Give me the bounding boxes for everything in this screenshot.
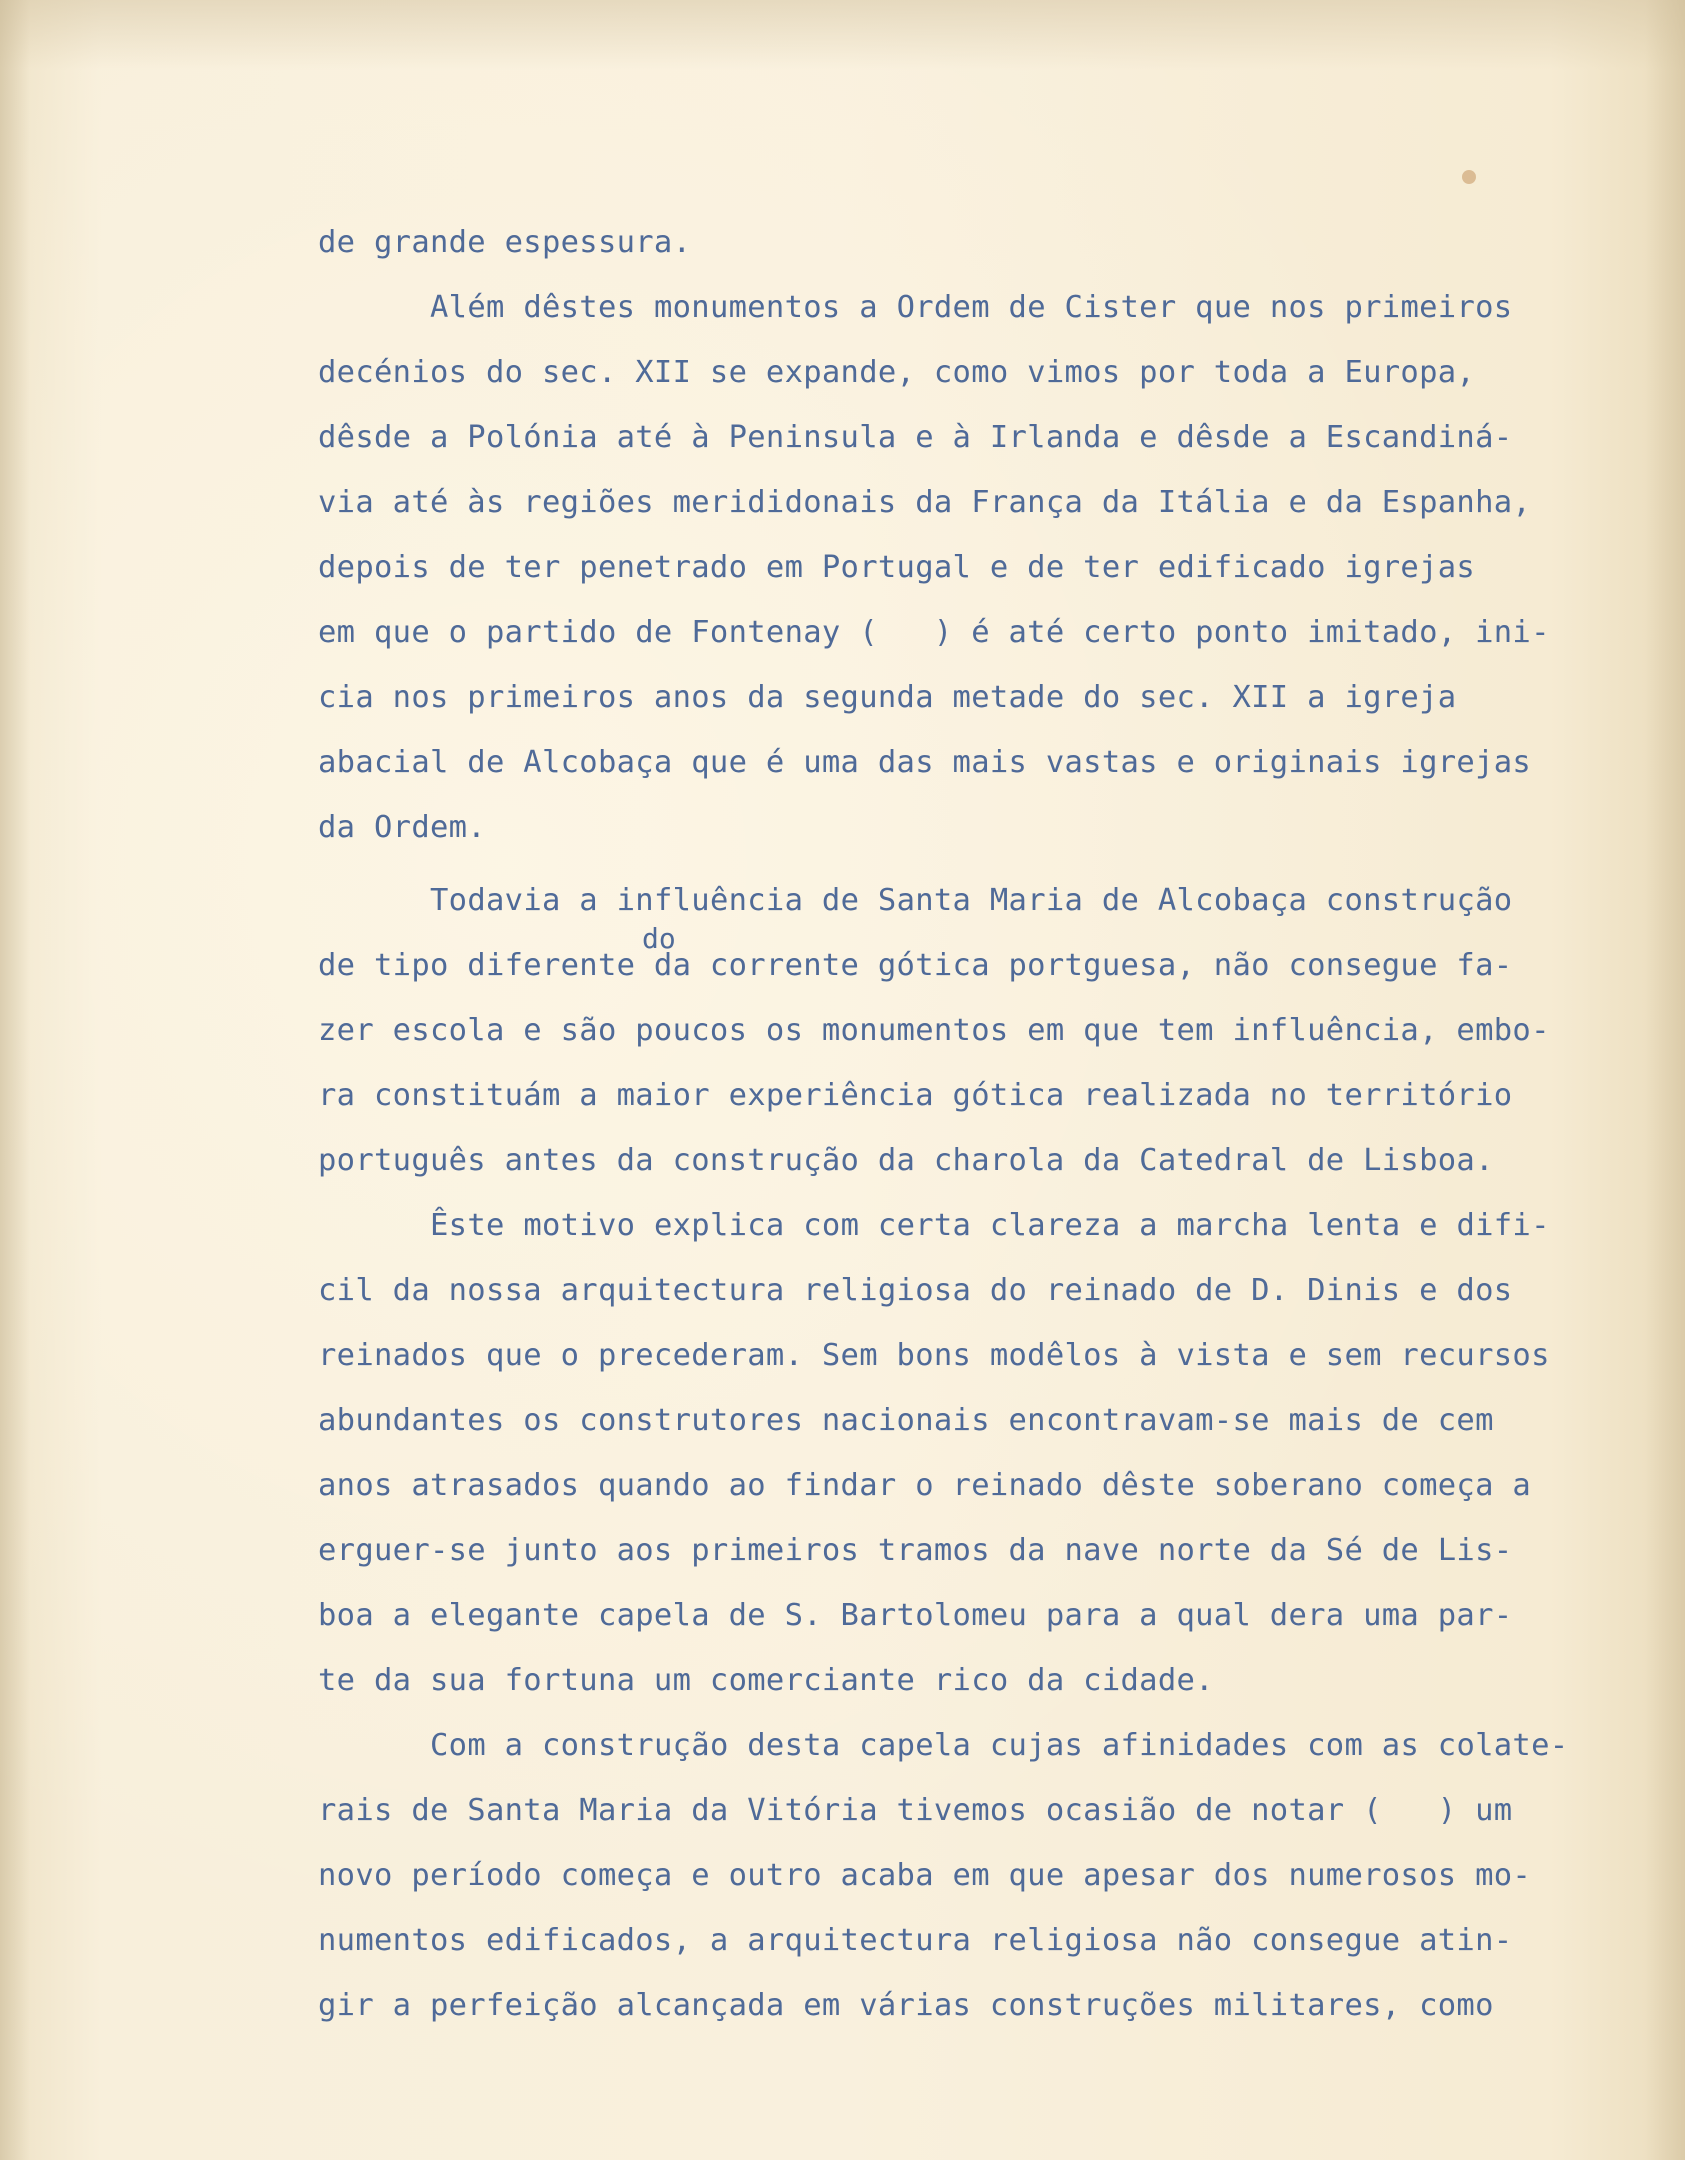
- text-line: cia nos primeiros anos da segunda metade do sec. XII a igreja: [318, 680, 1457, 715]
- interlinear-insertion: do: [642, 922, 676, 955]
- text-line: gir a perfeição alcançada em várias construções militares, como: [318, 1988, 1494, 2023]
- text-line: em que o partido de Fontenay ( ) é até certo ponto imitado, ini-: [318, 615, 1550, 650]
- text-line: Além dêstes monumentos a Ordem de Cister que nos primeiros: [430, 290, 1513, 325]
- text-line: depois de ter penetrado em Portugal e de ter edificado igrejas: [318, 550, 1476, 585]
- text-line: Êste motivo explica com certa clareza a marcha lenta e difi-: [430, 1208, 1550, 1243]
- text-line: Com a construção desta capela cujas afinidades com as colate-: [430, 1728, 1569, 1763]
- typed-text-block: [318, 210, 1638, 2038]
- text-line: zer escola e são poucos os monumentos em que tem influência, embo-: [318, 1013, 1550, 1048]
- text-line: rais de Santa Maria da Vitória tivemos ocasião de notar ( ) um: [318, 1793, 1513, 1828]
- text-line: via até às regiões merididonais da França da Itália e da Espanha,: [318, 485, 1532, 520]
- text-line: te da sua fortuna um comerciante rico da cidade.: [318, 1663, 1214, 1698]
- text-line: da Ordem.: [318, 810, 486, 845]
- text-line: abundantes os construtores nacionais encontravam-se mais de cem: [318, 1403, 1494, 1438]
- text-line: ra constituám a maior experiência gótica realizada no território: [318, 1078, 1513, 1113]
- text-line: erguer-se junto aos primeiros tramos da nave norte da Sé de Lis-: [318, 1533, 1513, 1568]
- text-line: novo período começa e outro acaba em que apesar dos numerosos mo-: [318, 1858, 1532, 1893]
- paper-stain: [1462, 170, 1476, 184]
- text-line: anos atrasados quando ao findar o reinado dêste soberano começa a: [318, 1468, 1532, 1503]
- text-line: dêsde a Polónia até à Peninsula e à Irlanda e dêsde a Escandiná-: [318, 420, 1513, 455]
- text-line: de grande espessura.: [318, 225, 692, 260]
- paper-edge-left: [0, 0, 30, 2160]
- text-line: português antes da construção da charola da Catedral de Lisboa.: [318, 1143, 1494, 1178]
- text-line: abacial de Alcobaça que é uma das mais vastas e originais igrejas: [318, 745, 1532, 780]
- text-line: Todavia a influência de Santa Maria de Alcobaça construção: [430, 883, 1513, 918]
- paper-shadow-right: [1645, 0, 1685, 2160]
- text-line: reinados que o precederam. Sem bons modêlos à vista e sem recursos: [318, 1338, 1550, 1373]
- text-line: numentos edificados, a arquitectura religiosa não consegue atin-: [318, 1923, 1513, 1958]
- text-line: cil da nossa arquitectura religiosa do reinado de D. Dinis e dos: [318, 1273, 1513, 1308]
- paper-shadow-top: [0, 0, 1685, 70]
- text-line: de tipo diferente da corrente gótica portguesa, não consegue fa-: [318, 948, 1513, 983]
- text-line: boa a elegante capela de S. Bartolomeu para a qual dera uma par-: [318, 1598, 1513, 1633]
- text-line: decénios do sec. XII se expande, como vimos por toda a Europa,: [318, 355, 1476, 390]
